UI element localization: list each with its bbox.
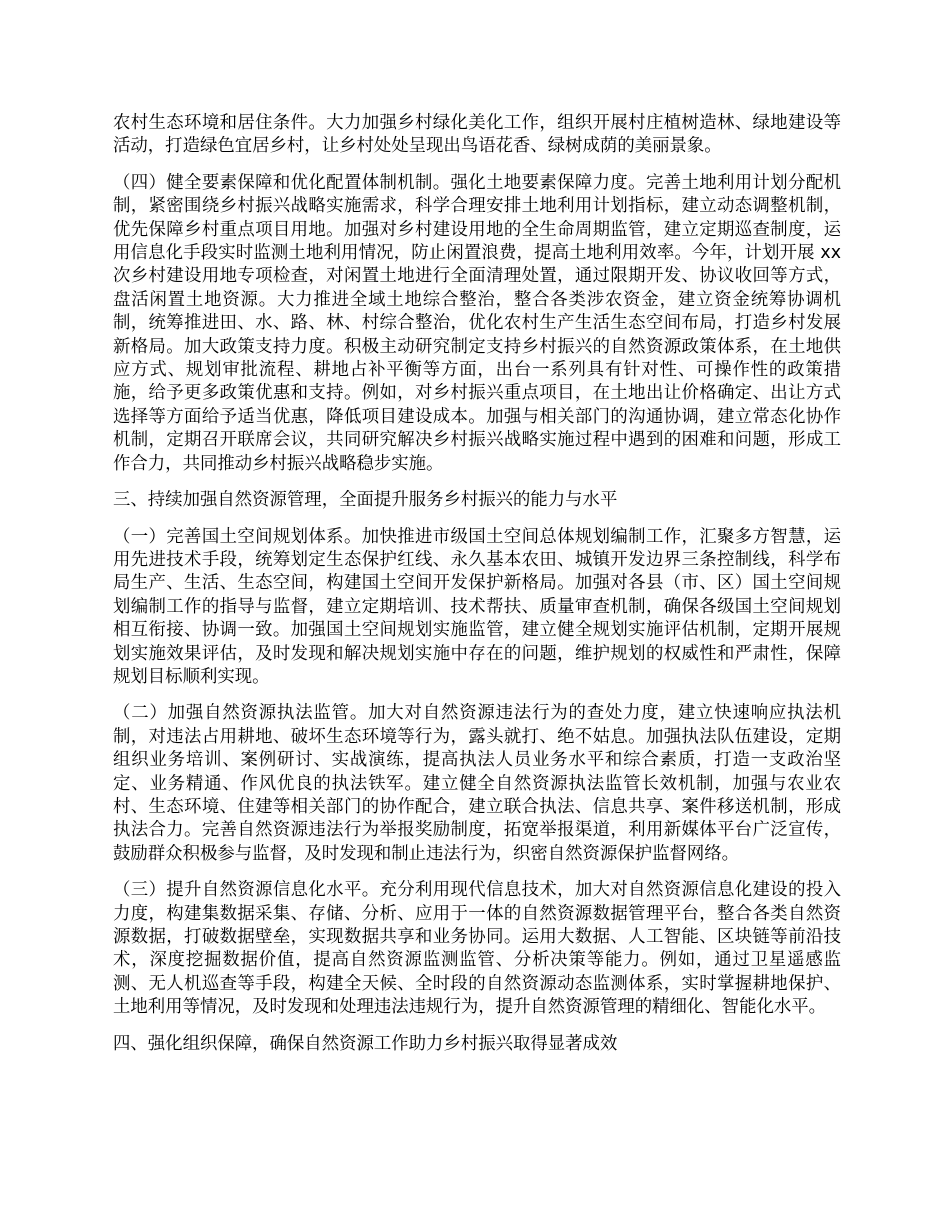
paragraph-rural-environment: 农村生态环境和居住条件。大力加强乡村绿化美化工作，组织开展村庄植树造林、绿地建设等活动，打造绿色宜居乡村，让乡村处处呈现出鸟语花香、绿树成荫的美丽景象。 bbox=[113, 113, 841, 157]
document-page bbox=[113, 112, 841, 1069]
heading-section-4: 四、强化组织保障，确保自然资源工作助力乡村振兴取得显著成效 bbox=[113, 1033, 618, 1054]
heading-section-3: 三、持续加强自然资源管理，全面提升服务乡村振兴的能力与水平 bbox=[113, 490, 618, 511]
paragraph-section-4-factor-guarantee: （四）健全要素保障和优化配置体制机制。强化土地要素保障力度。完善土地利用计划分配机制，紧密围绕乡村振兴战略实施需求，科学合理安排土地利用计划指标，建立动态调整机制，优先保障乡村重点项目用地。加强对乡村建设用地的全生命周期监管，建立定期巡查制度，运用信息化手段实时监测土地利用情况，防止闲置浪费，提高土地利用效率。今年，计划开展 xx 次乡村建设用地专项检查，对闲置土地进行全面清理处置，通过限期开发、协议收回等方式，盘活闲置土地资源。大力推进全域土地综合整治，整合各类涉农资金，建立资金统筹协调机制，统筹推进田、水、路、林、村综合整治，优化农村生产生活生态空间布局，打造乡村发展新格局。加大政策支持力度。积极主动研究制定支持乡村振兴的自然资源政策体系，在土地供应方式、规划审批流程、耕地占补平衡等方面，出台一系列具有针对性、可操作性的政策措施，给予更多政策优惠和支持。例如，对乡村振兴重点项目，在土地出让价格确定、出让方式选择等方面给予适当优惠，降低项目建设成本。加强与相关部门的沟通协调，建立常态化协作机制，定期召开联席会议，共同研究解决乡村振兴战略实施过程中遇到的困难和问题，形成工作合力，共同推动乡村振兴战略稳步实施。 bbox=[113, 172, 841, 474]
paragraph-spatial-planning: （一）完善国土空间规划体系。加快推进市级国土空间总体规划编制工作，汇聚多方智慧，运用先进技术手段，统筹划定生态保护红线、永久基本农田、城镇开发边界三条控制线，科学布局生产、生活、生态空间，构建国土空间开发保护新格局。加强对各县（市、区）国土空间规划编制工作的指导与监督，建立定期培训、技术帮扶、质量审查机制，确保各级国土空间规划相互衔接、协调一致。加强国土空间规划实施监管，建立健全规划实施评估机制，定期开展规划实施效果评估，及时发现和解决规划实施中存在的问题，维护规划的权威性和严肃性，保障规划目标顺利实现。 bbox=[113, 526, 841, 687]
paragraph-law-enforcement: （二）加强自然资源执法监管。加大对自然资源违法行为的查处力度，建立快速响应执法机制，对违法占用耕地、破坏生态环境等行为，露头就打、绝不姑息。加强执法队伍建设，定期组织业务培训、案例研讨、实战演练，提高执法人员业务水平和综合素质，打造一支政治坚定、业务精通、作风优良的执法铁军。建立健全自然资源执法监管长效机制，加强与农业农村、生态环境、住建等相关部门的协作配合，建立联合执法、信息共享、案件移送机制，形成执法合力。完善自然资源违法行为举报奖励制度，拓宽举报渠道，利用新媒体平台广泛宣传，鼓励群众积极参与监督，及时发现和制止违法行为，织密自然资源保护监督网络。 bbox=[113, 703, 841, 864]
paragraph-informatization: （三）提升自然资源信息化水平。充分利用现代信息技术，加大对自然资源信息化建设的投入力度，构建集数据采集、存储、分析、应用于一体的自然资源数据管理平台，整合各类自然资源数据，打破数据壁垒，实现数据共享和业务协同。运用大数据、人工智能、区块链等前沿技术，深度挖掘数据价值，提高自然资源监测监管、分析决策等能力。例如，通过卫星遥感监测、无人机巡查等手段，构建全天候、全时段的自然资源动态监测体系，实时掌握耕地保护、土地利用等情况，及时发现和处理违法违规行为，提升自然资源管理的精细化、智能化水平。 bbox=[113, 880, 841, 1018]
